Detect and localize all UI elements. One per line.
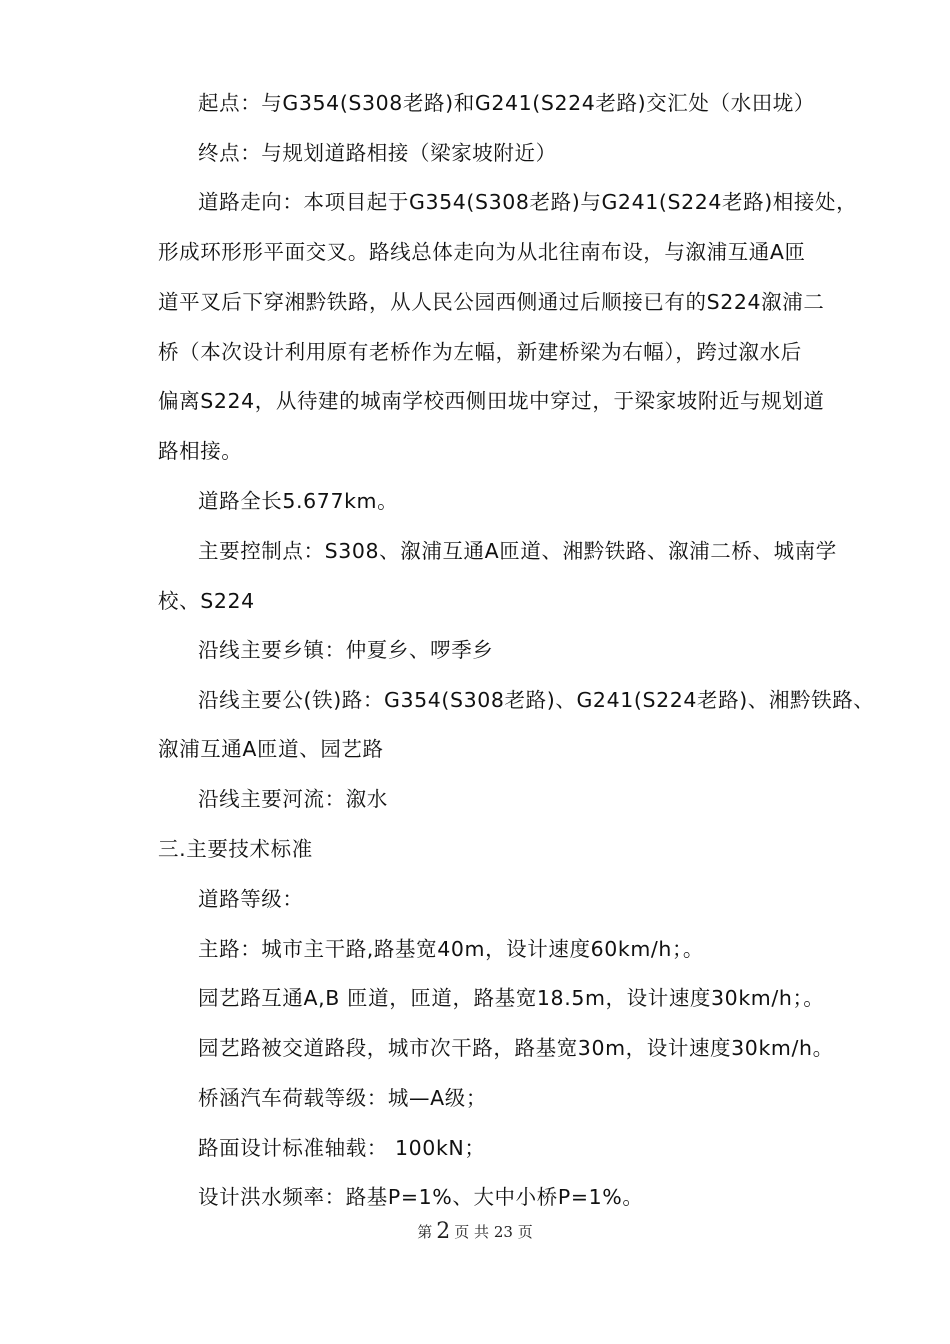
control-points-line: 主要控制点：S308、溆浦互通A匝道、湘黔铁路、溆浦二桥、城南学 bbox=[198, 539, 837, 563]
standard-item: 桥涵汽车荷载等级：城—A级； bbox=[198, 1086, 487, 1110]
footer-middle: 页 共 bbox=[454, 1223, 490, 1241]
footer-suffix: 页 bbox=[517, 1223, 533, 1241]
page-number: 2 bbox=[436, 1219, 451, 1244]
direction-line: 道路走向：本项目起于G354(S308老路)与G241(S224老路)相接处， bbox=[198, 190, 858, 214]
standard-item: 园艺路互通A,B 匝道，匝道，路基宽18.5m，设计速度30km/h；。 bbox=[198, 986, 825, 1010]
roads-line: 溆浦互通A匝道、园艺路 bbox=[158, 737, 384, 761]
direction-line: 桥（本次设计利用原有老桥作为左幅，新建桥梁为右幅），跨过溆水后 bbox=[158, 340, 802, 364]
road-length-text: 道路全长5.677km。 bbox=[198, 489, 399, 513]
direction-line: 道平叉后下穿湘黔铁路，从人民公园西侧通过后顺接已有的S224溆浦二 bbox=[158, 290, 825, 314]
footer-prefix: 第 bbox=[417, 1223, 433, 1241]
page-footer bbox=[0, 1218, 950, 1243]
rivers-text: 沿线主要河流：溆水 bbox=[198, 787, 388, 811]
standard-item: 主路：城市主干路,路基宽40m，设计速度60km/h；。 bbox=[198, 937, 704, 961]
direction-line: 偏离S224，从待建的城南学校西侧田垅中穿过，于梁家坡附近与规划道 bbox=[158, 389, 825, 413]
page-total: 23 bbox=[493, 1223, 513, 1241]
direction-line: 形成环形形平面交叉。路线总体走向为从北往南布设，与溆浦互通A匝 bbox=[158, 240, 806, 264]
start-point-text: 起点：与G354(S308老路)和G241(S224老路)交汇处（水田垅） bbox=[198, 91, 815, 115]
end-point-text: 终点：与规划道路相接（梁家坡附近） bbox=[198, 141, 557, 165]
standard-item: 设计洪水频率：路基P=1%、大中小桥P=1%。 bbox=[198, 1185, 644, 1209]
direction-line: 路相接。 bbox=[158, 439, 243, 463]
section-heading: 三.主要技术标准 bbox=[158, 837, 313, 861]
towns-text: 沿线主要乡镇：仲夏乡、啰季乡 bbox=[198, 638, 494, 662]
standard-item: 道路等级： bbox=[198, 887, 304, 911]
roads-line: 沿线主要公(铁)路：G354(S308老路)、G241(S224老路)、湘黔铁路、 bbox=[198, 688, 875, 712]
control-points-line: 校、S224 bbox=[158, 589, 255, 613]
standard-item: 园艺路被交道路段，城市次干路，路基宽30m，设计速度30km/h。 bbox=[198, 1036, 834, 1060]
standard-item: 路面设计标准轴载： 100kN； bbox=[198, 1136, 486, 1160]
